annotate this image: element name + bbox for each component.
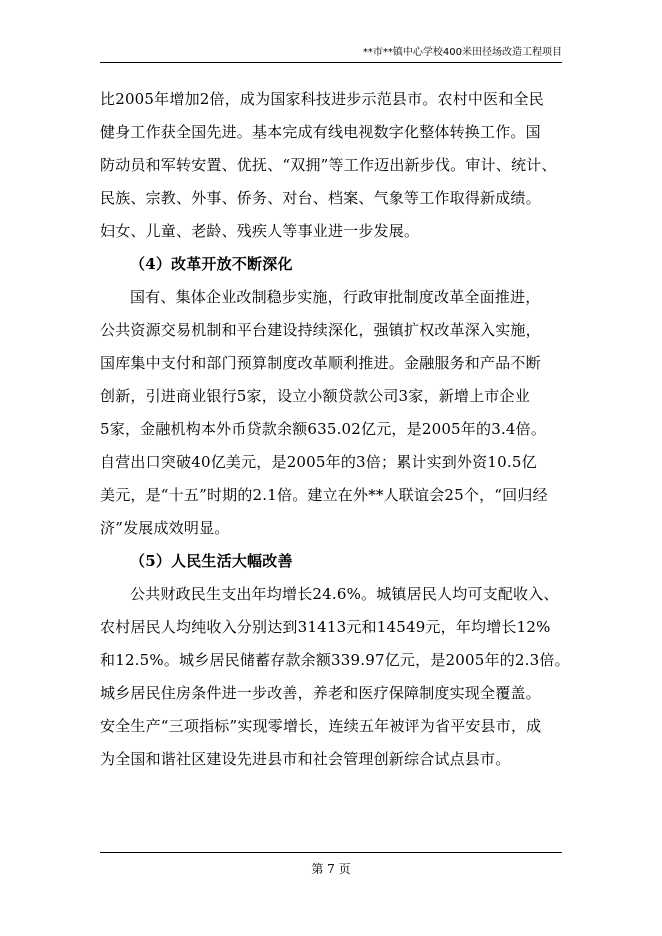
paragraph-first-line: 国有、集体企业改制稳步实施，行政审批制度改革全面推进， — [130, 288, 541, 306]
document-body — [100, 83, 570, 776]
body-line: 农村居民人均纯收入分别达到31413元和14549元，年均增长12% — [100, 618, 551, 636]
body-line: 安全生产“三项指标”实现零增长，连续五年被评为省平安县市，成 — [100, 717, 542, 735]
section-heading-livelihood: （5）人民生活大幅改善 — [130, 552, 293, 570]
body-line: 城乡居民住房条件进一步改善，养老和医疗保障制度实现全覆盖。 — [100, 684, 541, 702]
body-line: 和12.5%。城乡居民储蓄存款余额339.97亿元，是2005年的2.3倍。 — [100, 651, 570, 669]
body-line: 5家，金融机构本外币贷款余额635.02亿元，是2005年的3.4倍。 — [100, 420, 547, 438]
page-number: 第 7 页 — [311, 862, 351, 876]
body-line: 妇女、儿童、老龄、残疾人等事业进一步发展。 — [100, 222, 420, 240]
body-line: 为全国和谐社区建设先进县市和社会管理创新综合试点县市。 — [100, 750, 511, 768]
body-line: 民族、宗教、外事、侨务、对台、档案、气象等工作取得新成绩。 — [100, 189, 541, 207]
body-line: 美元，是“十五”时期的2.1倍。建立在外**人联谊会25个，“回归经 — [100, 486, 548, 504]
body-line: 自营出口突破40亿美元，是2005年的3倍；累计实到外资10.5亿 — [100, 453, 537, 471]
body-line: 防动员和军转安置、优抚、“双拥”等工作迈出新步伐。审计、统计、 — [100, 156, 557, 174]
body-line: 公共资源交易机制和平台建设持续深化，强镇扩权改革深入实施， — [100, 321, 541, 339]
paragraph-first-line: 公共财政民生支出年均增长24.6%。城镇居民人均可支配收入、 — [130, 585, 559, 603]
page-header: **市**镇中心学校400米田径场改造工程项目 — [100, 44, 562, 63]
body-line: 健身工作获全国先进。基本完成有线电视数字化整体转换工作。国 — [100, 123, 541, 141]
body-line: 创新，引进商业银行5家，设立小额贷款公司3家，新增上市企业 — [100, 387, 530, 405]
body-line: 比2005年增加2倍，成为国家科技进步示范县市。农村中医和全民 — [100, 90, 544, 108]
section-heading-reform: （4）改革开放不断深化 — [130, 255, 293, 273]
body-line: 国库集中支付和部门预算制度改革顺利推进。金融服务和产品不断 — [100, 354, 541, 372]
body-line: 济”发展成效明显。 — [100, 519, 230, 537]
footer-divider — [100, 852, 562, 853]
